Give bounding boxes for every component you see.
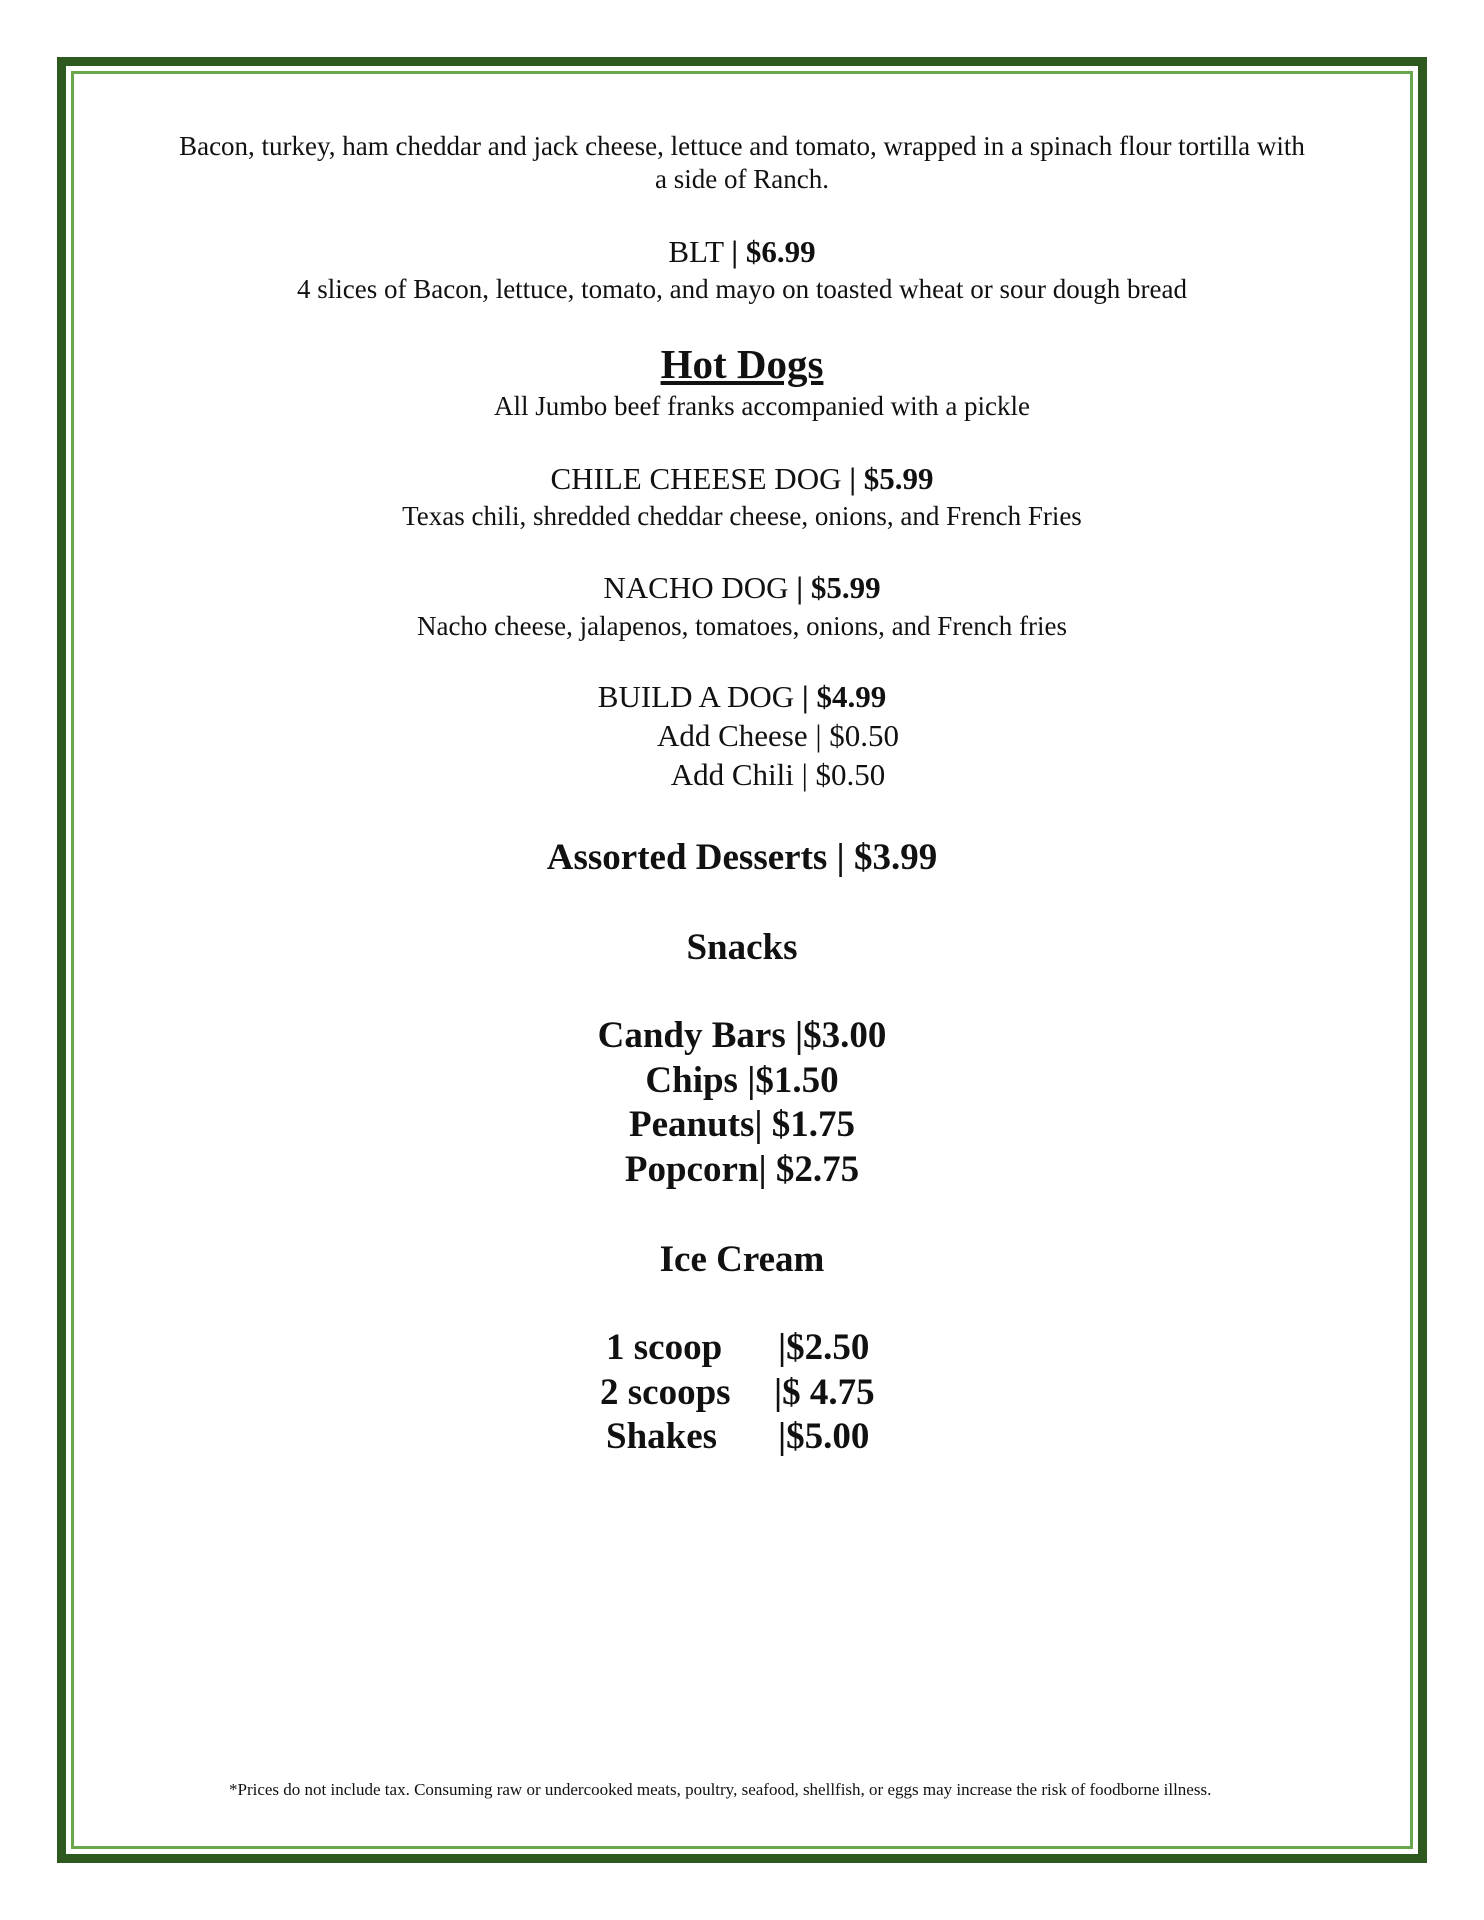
assorted-desserts: Assorted Desserts | $3.99 xyxy=(546,837,938,878)
hot-dogs-intro: All Jumbo beef franks accompanied with a pickle xyxy=(493,391,1031,421)
ice-cream-item-name: 1 scoop xyxy=(606,1327,723,1368)
wrap-description-line2: a side of Ranch. xyxy=(655,164,829,194)
ice-cream-item-price: |$2.50 xyxy=(778,1327,870,1368)
blt-title xyxy=(0,234,1484,270)
chile-cheese-dog-price: | $5.99 xyxy=(849,461,934,496)
snacks-heading: Snacks xyxy=(686,927,798,968)
ice-cream-item-price: |$5.00 xyxy=(778,1416,870,1457)
snack-item-chips: Chips |$1.50 xyxy=(645,1060,839,1101)
wrap-description-line1: Bacon, turkey, ham cheddar and jack cheese, lettuce and tomato, wrapped in a spinach flour tortilla with xyxy=(179,131,1305,161)
build-a-dog-title xyxy=(0,679,1484,715)
build-a-dog-name: BUILD A DOG xyxy=(597,679,795,714)
chile-cheese-dog-title xyxy=(0,461,1484,497)
ice-cream-heading: Ice Cream xyxy=(659,1239,825,1280)
ice-cream-item-name: Shakes xyxy=(606,1416,718,1457)
nacho-dog-description: Nacho cheese, jalapenos, tomatoes, onions, and French fries xyxy=(416,611,1068,641)
hot-dogs-heading: Hot Dogs xyxy=(660,341,824,387)
ice-cream-item-price: |$ 4.75 xyxy=(774,1372,875,1413)
nacho-dog-name: NACHO DOG xyxy=(603,570,789,605)
ice-cream-item-name: 2 scoops xyxy=(600,1372,731,1413)
nacho-dog-title xyxy=(0,570,1484,606)
blt-description: 4 slices of Bacon, lettuce, tomato, and mayo on toasted wheat or sour dough bread xyxy=(296,274,1187,304)
nacho-dog-price: | $5.99 xyxy=(796,570,881,605)
snack-item-candy-bars: Candy Bars |$3.00 xyxy=(597,1015,887,1056)
snack-item-popcorn: Popcorn| $2.75 xyxy=(624,1149,860,1190)
build-a-dog-price: | $4.99 xyxy=(801,679,887,714)
add-chili-option: Add Chili | $0.50 xyxy=(670,757,886,792)
blt-price: | $6.99 xyxy=(731,234,816,269)
add-cheese-option: Add Cheese | $0.50 xyxy=(656,718,900,753)
chile-cheese-dog-description: Texas chili, shredded cheddar cheese, onions, and French Fries xyxy=(402,501,1082,531)
snack-item-peanuts: Peanuts| $1.75 xyxy=(628,1104,856,1145)
chile-cheese-dog-name: CHILE CHEESE DOG xyxy=(550,461,842,496)
blt-name: BLT xyxy=(668,234,724,269)
tax-disclaimer-footnote: *Prices do not include tax. Consuming raw or undercooked meats, poultry, seafood, shellfish, or eggs may increase the risk of foodborne illness. xyxy=(229,1780,1212,1799)
